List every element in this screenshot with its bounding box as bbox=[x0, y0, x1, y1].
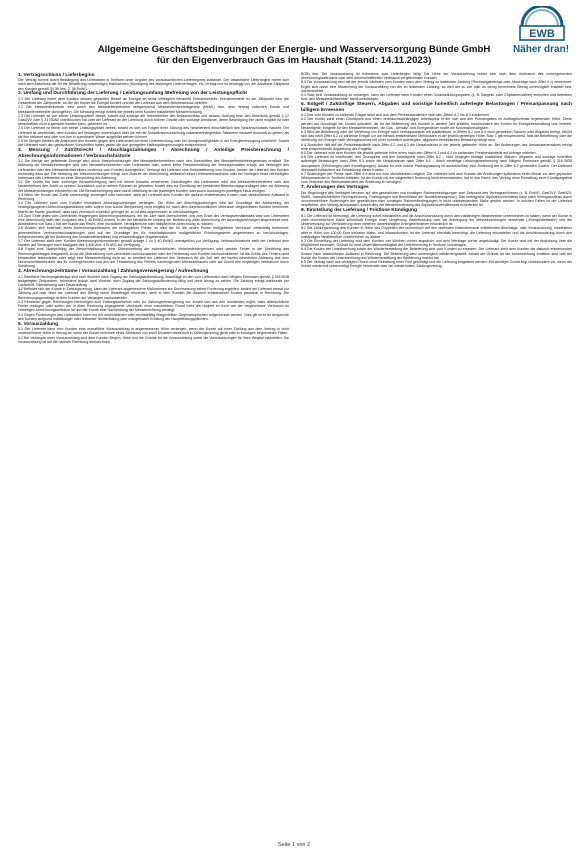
paragraph: 2.2 Der Messstellenbetrieb wird durch den Messstellenbetreiber entsprechend Messstellenbetriebsgesetz (MsbG) bzw. dem Vertrag zwischen Kunde und Messstellenbetreiber durchgeführt. Die Messung erfolgt mittels der jeweils beim Kunden installierten Messeinrichtung. bbox=[18, 105, 289, 114]
paragraph: 5.2 Bei Verlangen einer Vorauszahlung sind dem Kunden Beginn, Höhe und die Gründe für die Vorauszahlung sowie die Voraussetzungen für ihren Wegfall mitzuteilen. Die Vorauszahlung ist auf die nächste Rechnung anzurechnen. bbox=[18, 335, 289, 344]
paragraph: 8.3 Die Einstellung der Lieferung wird dem Kunden vier Wochen vorher angedroht und acht Werktage vorher angekündigt. Der Kunde wird mit der Androhung über die Möglichkeit informiert, Gründe für eine Unverhältnismäßigkeit der Unterbrechung in Textform vorzutragen. bbox=[301, 239, 572, 248]
paragraph: 8.4 Die Kosten der Unterbrechung sowie der Wiederherstellung der Belieferung sind vom Kunden zu ersetzen. Der Lieferant stellt dem Kunden die dadurch entstehenden Kosten nach tatsächlichem Aufwand in Rechnung. Die Belieferung wird unverzüglich wiederhergestellt, sobald die Gründe für die Unterbrechung entfallen sind und der Kunde die Kosten der Unterbrechung und Wiederherstellung der Belieferung ersetzt hat. bbox=[301, 247, 572, 260]
section-heading: 4. Abrechnungszeiträume / Vorauszahlung / Zahlungsverweigerung / Aufrechnung bbox=[18, 269, 209, 275]
section-heading: 2. Umfang und Durchführung der Lieferung / Leistungsumfang /Befreiung von der Leistungspflicht bbox=[18, 91, 248, 97]
paragraph: 2.3 Der Lieferant ist von seiner Leistungspflicht befreit, soweit und solange der Netzbetreiber den Netzanschluss und dessen Nutzung bzw. den Anschluss gemäß § 17 GasGVV oder § 24 NDAV unterbrochen hat oder der Lieferant an der Lieferung durch höhere Gewalt oder sonstige Umstände, deren Beseitigung ihm nicht möglich ist oder wirtschaftlich nicht zugemutet werden kann, gehindert ist. bbox=[18, 113, 289, 127]
paragraph: 6.3 Wird die Belieferung oder die Verteilung von Energie nach Vertragsschluss mit zusätzlichen, in Ziffern 6.2 und 6.4 nicht genannten Steuern oder Abgaben belegt, erhöht sich das nach Ziffer 6.2 zu zahlende Entgelt um die hieraus entstehenden Mehrkosten in der jeweils geltenden Höhe. Satz 1 gilt entsprechend, falls die Belieferung oder die Verteilung von Energie nach Vertragsschluss mit einer hoheitlich auferlegten, allgemein verbindlichen Belastung belegt wird. bbox=[301, 130, 572, 143]
paragraph: 3.5 Zum Ende jedes vom Lieferanten festgelegten Abrechnungszeitraums, der ein Jahr nicht überschreitet, und zum Ende des Vertragsverhältnisses wird vom Lieferanten eine Abrechnung nach den Vorgaben des § 40 EnWG erstellt, in der der tatsächliche Umfang der Belieferung unter Anrechnung der Abschlagszahlungen abgerechnet wird. Abweichend von Satz 1 hat der Kunde das Recht, eine monatliche, vierteljährliche oder halbjährliche Abrechnung zu wählen. bbox=[18, 213, 289, 227]
ewb-logo-mark-icon bbox=[516, 6, 568, 42]
right-column bbox=[301, 72, 572, 842]
section-heading: 6. Entgelt / Zukünftige Steuern, Abgaben und sonstige hoheitlich auferlegte Belastungen / Preisanpassung nach billigem Ermessen bbox=[301, 102, 572, 113]
section-heading: 7. Änderungen des Vertrages bbox=[301, 185, 369, 191]
section-heading: 8. Einstellung der Lieferung / Fristlose Kündigung bbox=[301, 208, 418, 214]
section-heading: 3. Messung / Zutrittsrecht / Abschlagszahlungen / Abrechnung / Anteilige Preisberechnung / Abrechnungsinformationen / Verbrauchshistorie bbox=[18, 148, 289, 159]
left-column bbox=[18, 72, 289, 842]
paragraph: Der Vertrag kommt durch Bestätigung des Lieferanten in Textform unter Angabe des voraussichtlichen Lieferbeginns zustande. Der tatsächliche Lieferbeginn richtet sich nach dem Abschluss der für die Belieferung notwendigen Maßnahmen (Kündigung des bisherigen Liefervertrages, etc.) erfolgt und ist abhängig von der Abnahme Zählpunkt des Kunden gemäß §§ 36 Abs. 2, 38 EnWG. bbox=[18, 78, 289, 91]
document-title bbox=[20, 44, 568, 66]
paragraph: 4.3 Einwände gegen Rechnungen berechtigen zum Zahlungsaufschub oder zur Zahlungsverweigerung nur, soweit sich aus den Umständen ergibt, dass offensichtliche Fehler vorliegen oder sofern der in einer Rechnung angegebene Verbrauch ohne ersichtlichen Grund mehr als doppelt so hoch wie der vergleichbare Verbrauch im vorherigen Abrechnungszeitraum ist und der Kunde eine Nachprüfung der Messeinrichtung verlangt. bbox=[18, 299, 289, 313]
paragraph: 5.1 Der Lieferant kann vom Kunden eine monatliche Vorauszahlung in angemessener Höhe verlangen, wenn der Kunde mit einer Zahlung aus dem Vertrag in nicht unwesentlicher Höhe in Verzug ist, wenn der Kunde innerhalb eines Zeitraums von zwölf Monaten wiederholt in Zahlungsverzug gerät oder in sonstigen begründeten Fällen. bbox=[18, 327, 289, 336]
paragraph: 6.5 Der Lieferant wird dem Kunden die jeweils geltende Höhe eines nach den Ziffern 6.3 und 6.4 zu zahlenden Preisbestandteils auf Anfrage mitteilen. bbox=[301, 151, 537, 156]
paragraph: 3.4 Der Lieferant kann vom Kunden monatliche Abschlagszahlungen verlangen. Die Höhe der Abschlagszahlungen wird auf Grundlage der Abrechnung der vorangegangenen Abrechnungszeiträume oder, sofern eine solche Berechnung nicht möglich ist, nach dem durchschnittlichen Verbrauch vergleichbarer Kunden berechnet. Macht der Kunde glaubhaft, dass sein Verbrauch erheblich geringer ist, so ist dies angemessen zu berücksichtigen. bbox=[18, 201, 289, 214]
paragraph: 3.2 Der Kunde hat nach vorheriger Benachrichtigung dem mit einem Ausweis versehenen Beauftragten des Lieferanten oder des Messstellenbetreibers oder des Netzbetreibers den Zutritt zu seinem Grundstück und zu seinen Räumen zu gestatten, soweit dies zur Ermittlung der preislichen Bemessungsgrundlagen oder zur Ablesung der Messeinrichtungen erforderlich ist. Die Benachrichtigung kann durch Mitteilung an die jeweiligen Kunden oder durch Aushang im jeweiligen Haus erfolgen. bbox=[18, 180, 289, 193]
paragraph: 6.2 Der Kunde zahlt einen Grundpreis und einen verbrauchsabhängigen Arbeitspreis in der sich aus den Preisangaben im Auftragsformular ergebenden Höhe. Diese werden auf Grundlage der Kosten kalkuliert, die für die Belieferung des Kunden in diesem Tarif anfallen, insbesondere der Kosten für Energiebeschaffung und Vertrieb, Netzentgelte, Entgelte für den Messstellenbetrieb, die Gas-, Umsatz- und Energiesteuer sowie die Konzessionsabgabe. bbox=[301, 117, 572, 130]
section-heading: 1. Vertragsschluss / Lieferbeginn bbox=[18, 72, 95, 78]
page-footer: Seite 1 von 2 bbox=[277, 842, 311, 848]
paragraph: 4.1 Sämtliche Rechnungsbeträge sind zwei Wochen nach Zugang der Zahlungsaufforderung, Abschläge zu den vom Lieferanten nach billigem Ermessen gemäß § 315 BGB festgelegten Zeitpunkten, frühestens jedoch zwei Wochen nach Zugang der Zahlungsaufforderung fällig und ohne Abzug zu zahlen. Die Zahlung erfolgt wahlweise per Lastschrift, Überweisung oder Dauerauftrag. bbox=[18, 274, 289, 288]
paragraph: 3.7 Der Lieferant stellt dem Kunden Abrechnungsinformationen gemäß Anlage 1 zu § 40 EnWG unentgeltlich zur Verfügung. Verbrauchshistorie stellt der Lieferant dem Kunden auf Verlangen nach Maßgabe des § 40b Abs. 4 EnWG zur Verfügung. bbox=[18, 239, 289, 248]
paragraph: 3.8 Ergibt eine Nachprüfung der Messeinrichtungen eine Überschreitung der eichrechtlichen Verkehrsfehlergrenzen oder werden Fehler in der Ermittlung des Rechnungsbetrages festgestellt, so ist die Überzahlung vom Lieferanten zurückzuzahlen oder der Fehlbetrag vom Kunden nachzuentrichten. Ist die Größe des Fehlers nicht einwandfrei festzustellen oder zeigt eine Messeinrichtung nicht an, so ermittelt der Lieferant den Verbrauch für die Zeit seit der letzten fehlerfreien Ablesung aus dem Durchschnittsverbrauch des ihr vorhergehenden und des der Feststellung des Fehlers nachfolgenden Ablesezeitraums oder auf Grund des vorjährigen Verbrauchs durch Schätzung. bbox=[18, 247, 289, 269]
paragraph: 2.5 Im Übrigen bleiben die Ansprüche des Kunden gegen den Lieferanten bei einer Unterbrechung oder bei Unregelmäßigkeiten in der Energieversorgung unberührt. Soweit der Lieferant nach den gesetzlichen Vorschriften haftet, gelten die dort geregelten Haftungsbegrenzungen entsprechend. bbox=[18, 139, 289, 148]
terms-body bbox=[18, 72, 572, 842]
title-line-2: für den Eigenverbrauch Gas im Haushalt (Stand: 14.11.2023) bbox=[156, 55, 432, 66]
paragraph: 6.1 Das vom Kunden zu zahlende Entgelt setzt sich aus dem Preisbestandteilen nach den Ziffern 6.2 bis 6.4 zusammen. bbox=[301, 113, 491, 118]
paragraph: 5.4 Statt eine Vorauszahlung zu verlangen, kann der Lieferant beim Kunden einen Vorauszahlungssystem (z. B. Bargeld- oder Chipkartenzähler) einrichten und betreiben bzw. den Messstellenbetreiber damit beauftragen. bbox=[301, 93, 572, 102]
paragraph: 3.3 Wenn der Kunde den Zutritt unberechtigt verweigert oder behindert, stellt der Lieferant dem Kunden die dadurch entstehenden Kosten nach tatsächlichem Aufwand in Rechnung. bbox=[18, 192, 289, 202]
paragraph: BGB) fest. Die Vorauszahlung ist frühestens zum Lieferbeginn fällig. Die Höhe der Vorauszahlung richtet sich nach dem Verbrauch des vorhergehenden Abrechnungszeitraums oder dem durchschnittlichen Verbrauch vergleichbarer Kunden. bbox=[301, 72, 572, 81]
paragraph: 8.1 Der Lieferant ist berechtigt, die Lieferung sofort einzustellen und die Anschlussnutzung durch den zuständigen Netzbetreiber unterbrechen zu lassen, wenn der Kunde in nicht unerheblichem Maße schuldhaft Energie unter Umgehung, Beeinflussung oder vor Anbringung der Messeinrichtungen verwendet („Energiediebstahl“) und die Unterbrechung zur Verhinderung einer weiteren unberechtigten Energieentnahme erforderlich ist. bbox=[301, 213, 572, 227]
paragraph: 2.4 Der Lieferant ist ferner von seiner Leistungspflicht befreit, soweit es sich um Folgen einer Störung des Netzbetriebs einschließlich des Netzanschlusses handelt. Der Lieferant ist verpflichtet, dem Kunden auf Verlangen unverzüglich über die mit der Schadensverursachung zusammenhängenden Tatsachen insoweit Auskunft zu geben, als sie ihm bekannt sind oder von ihm in zumutbarer Weise aufgeklärt werden können. bbox=[18, 126, 289, 139]
paragraph: 6.4 Zusätzlich fällt auf die Preisbestandteile nach Ziffer 6.2 und 6.3 die Umsatzsteuer in der jeweils geltenden Höhe an. Bei Änderungen des Umsatzsteuersatzes erfolgt eine entsprechende Anpassung des Entgelts. bbox=[301, 142, 572, 151]
paragraph: 3.1 Die Menge der gelieferten Energie wird durch Messeinrichtungen des Messstellenbetreibers nach den Vorschriften des Messstellenbetriebsgesetzes ermittelt. Die Ablesung der Messeinrichtungen wird vom Messstellenbetreiber oder Lieferanten oder, sofern keine Fernübermittlung der Verbrauchsdaten erfolgt, auf Verlangen des Lieferanten oder des Messstellenbetreibers kostenlos vom Kunden durchgeführt. Verlangt der Lieferant eine Selbstablesung vom Kunden, fordert der Lieferant den Kunden rechtzeitig dazu auf. Die Ablesung der Messeinrichtungen erfolgt zum Zwecke der Abrechnung, anlässlich eines Lieferantenwechsels oder bei Vorliegen eines berechtigten Interesses des Lieferanten an einer Überprüfung der Ablesung. bbox=[18, 159, 289, 181]
paragraph: 4.4 Gegen Forderungen des Lieferanten kann nur mit unbestrittenen oder rechtskräftig festgestellten Gegenansprüchen aufgerechnet werden. Dies gilt nicht für Ansprüche des Kunden aufgrund vollständiger oder teilweiser Nichterfüllung oder mangelhafter Erfüllung der Hauptleistungspflichten. bbox=[18, 312, 289, 321]
section-heading: 5. Vorauszahlung bbox=[18, 321, 59, 327]
logo-tagline: Näher dran! bbox=[512, 44, 570, 55]
paragraph: 3.6 Ändern sich innerhalb eines Abrechnungszeitraums die vertraglichen Preise, so wird der für die neuen Preise maßgebliche Verbrauch zeitanteilig berechnet; jahreszeitliche Verbrauchsschwankungen sind auf der Grundlage der für Haushaltskunden maßgeblichen Erfahrungswerte angemessen zu berücksichtigen. Entsprechendes gilt bei Änderung des Umsatzsteuersatzes und erlösabhängiger Abgabensätze. bbox=[18, 226, 289, 239]
paragraph: Die Regelungen des Vertrages beruhen auf den gesetzlichen und sonstigen Rahmenbedingungen zum Zeitpunkt des Vertragsschlusses (z. B. EnWG, GasGVV, GasNZV, MsbG, höchstrichterliche Rechtsprechung, Festlegungen und Beschlüsse der Bundesnetzagentur). Das vertragliche Äquivalenzverhältnis kann nach Vertragsschluss durch unvorhersehbare Änderungen der gesetzlichen oder sonstigen Rahmenbedingungen in nicht unbedeutendem Maße gestört werden. In solchen Fällen ist der Lieferant verpflichtet, den Vertrag anzupassen, soweit dies zur Wiederherstellung des Äquivalenzverhältnisses erforderlich ist. bbox=[301, 190, 572, 208]
paragraph: 2.1 Der Lieferant liefert dem Kunden dessen gesamten Bedarf an Energie an seine vertraglich benannte Entnahmestelle. Entnahmestelle ist der Zählpunkt bzw. die Gesamtheit der Zählpunkte, an der der Kunde die Energie bezieht und die der Lieferant aus dem Netzanschluss beliefert. bbox=[18, 96, 289, 106]
logo-brand: EWB bbox=[529, 28, 555, 40]
paragraph: 4.2 Befindet sich der Kunde in Zahlungsverzug, kann der Lieferant angemessene Maßnahmen zur Durchsetzung seiner Forderung ergreifen; fordert der Lieferant erneut zur Zahlung auf oder lässt der Lieferant den Betrag durch Beauftragte einziehen, stellt er dem Kunden die dadurch entstandenen Kosten pauschal in Rechnung. Die Berechnungsgrundlage ist dem Kunden auf Verlangen nachzuweisen. bbox=[18, 287, 289, 300]
paragraph: 5.3 Die Vorauszahlung wird mit der jeweils nächsten vom Kunden nach dem Vertrag zu leistenden Zahlung (Rechnungsbeträge oder Abschläge nach Ziffer 4.1) verrechnet. Ergibt sich dabei eine Abweichung der Vorauszahlung von der zu leistenden Zahlung, so wird der zu viel oder zu wenig berechnete Betrag unverzüglich erstattet bzw. nachentrichtet. bbox=[301, 80, 572, 93]
paragraph: 6.7 Änderungen der Preise nach Ziffer 6.6 sind nur zum Monatsersten möglich. Der Lieferant wird dem Kunden die Änderungen spätestens einen Monat vor dem geplanten Wirksamwerden in Textform mitteilen. Ist der Kunde mit der mitgeteilten Änderung nicht einverstanden, hat er das Recht, den Vertrag ohne Einhaltung einer Kündigungsfrist zum Zeitpunkt des Wirksamwerdens der Änderung zu kündigen. bbox=[301, 172, 572, 185]
paragraph: 8.5 Der Vertrag kann aus wichtigem Grund ohne Einhaltung einer Frist gekündigt und die Lieferung eingestellt werden. Ein wichtiger Grund liegt insbesondere vor, wenn der Kunde wiederholt unberechtigt Energie verwendet oder bei wiederholtem Zahlungsverzug. bbox=[301, 260, 572, 269]
paragraph: 6.6 Der Lieferant ist verpflichtet, den Grundpreis und den Arbeitspreis nach Ziffer 6.2 – nicht hingegen etwaige zusätzliche Steuern, Abgaben und sonstige hoheitlich auferlegte Belastungen nach Ziffer 6.3 sowie die Umsatzsteuer nach Ziffer 6.4 – durch einseitige Leistungsbestimmung nach billigem Ermessen gemäß § 315 BGB anzupassen (Erhöhungen oder Ermäßigungen). Anlass für eine solche Preisanpassung ist ausschließlich eine Änderung der in Ziffer 6.2 genannten Kosten. Der Lieferant überwacht fortlaufend die Entwicklung dieser Kosten. bbox=[301, 155, 572, 172]
title-line-1: Allgemeine Geschäftsbedingungen der Energie- und Wasserversorgung Bünde GmbH bbox=[97, 44, 491, 55]
paragraph: 8.2 Bei Zahlungsverzug des Kunden in Höhe des Doppelten der rechnerisch auf den laufenden Kalendermonat entfallenden Abschlags- oder Vorauszahlung, mindestens aber in Höhe von 100,00 Euro inklusive Mahn- und Inkassokosten, ist der Lieferant ebenfalls berechtigt, die Lieferung einzustellen und die Anschlussnutzung durch den zuständigen Netzbetreiber unterbrechen zu lassen. bbox=[301, 226, 572, 239]
